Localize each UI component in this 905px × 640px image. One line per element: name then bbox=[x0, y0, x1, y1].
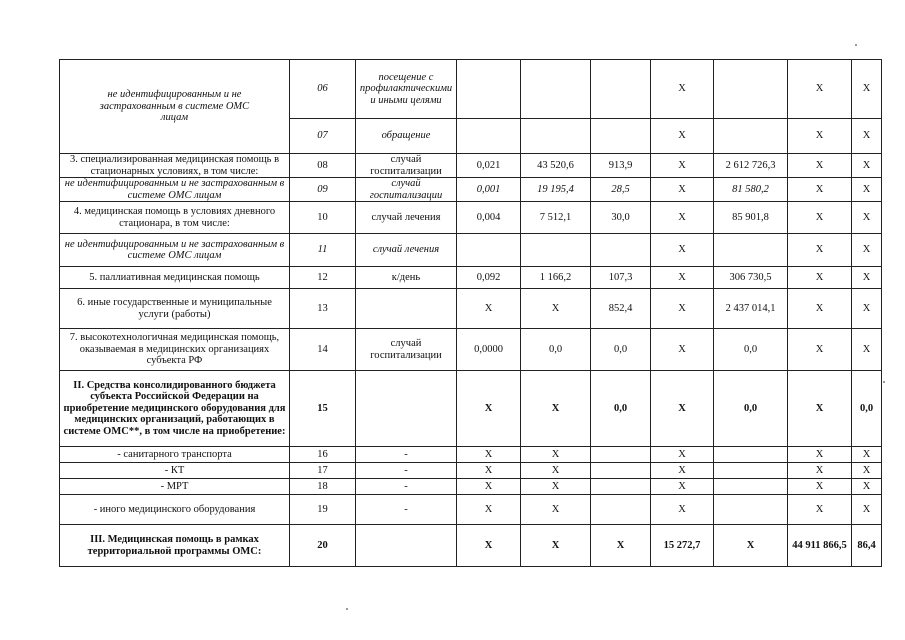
row-cell: 0,004 bbox=[457, 202, 521, 234]
row-cell: X bbox=[521, 463, 591, 479]
row-cell bbox=[714, 447, 788, 463]
row-code: 13 bbox=[290, 289, 356, 329]
row-cell: 15 272,7 bbox=[651, 525, 714, 567]
row-cell: X bbox=[852, 119, 882, 154]
table-row bbox=[60, 154, 882, 178]
row-cell: X bbox=[651, 495, 714, 525]
table-row bbox=[60, 495, 882, 525]
row-unit: - bbox=[356, 495, 457, 525]
row-cell: X bbox=[788, 119, 852, 154]
row-name: не идентифицированным и не застрахованным в системе ОМС лицам bbox=[60, 60, 290, 154]
table-row bbox=[60, 202, 882, 234]
table-row bbox=[60, 463, 882, 479]
row-cell: 0,021 bbox=[457, 154, 521, 178]
row-cell: 43 520,6 bbox=[521, 154, 591, 178]
row-name: - иного медицинского оборудования bbox=[60, 495, 290, 525]
row-cell: 19 195,4 bbox=[521, 178, 591, 202]
row-cell: 0,092 bbox=[457, 267, 521, 289]
row-cell: 1 166,2 bbox=[521, 267, 591, 289]
row-cell bbox=[521, 60, 591, 119]
row-cell: X bbox=[852, 463, 882, 479]
row-cell: X bbox=[457, 479, 521, 495]
row-cell bbox=[591, 119, 651, 154]
row-cell: 0,001 bbox=[457, 178, 521, 202]
row-code: 19 bbox=[290, 495, 356, 525]
row-cell: 7 512,1 bbox=[521, 202, 591, 234]
row-unit: случай лечения bbox=[356, 202, 457, 234]
row-cell: X bbox=[521, 447, 591, 463]
row-code: 18 bbox=[290, 479, 356, 495]
row-code: 17 bbox=[290, 463, 356, 479]
row-cell bbox=[714, 60, 788, 119]
row-cell bbox=[591, 463, 651, 479]
row-cell bbox=[714, 495, 788, 525]
row-cell bbox=[714, 119, 788, 154]
row-cell: X bbox=[852, 495, 882, 525]
row-code: 08 bbox=[290, 154, 356, 178]
row-cell: 2 437 014,1 bbox=[714, 289, 788, 329]
row-cell: X bbox=[651, 267, 714, 289]
row-name: 7. высокотехнологичная медицинская помощь, оказываемая в медицинских организациях субъекта РФ bbox=[60, 329, 290, 371]
table-row bbox=[60, 234, 882, 267]
row-code: 16 bbox=[290, 447, 356, 463]
row-cell: X bbox=[521, 495, 591, 525]
row-cell: X bbox=[788, 289, 852, 329]
row-cell: X bbox=[521, 525, 591, 567]
row-unit: - bbox=[356, 463, 457, 479]
row-cell: X bbox=[852, 234, 882, 267]
row-cell: X bbox=[651, 234, 714, 267]
row-cell: X bbox=[852, 202, 882, 234]
row-unit bbox=[356, 371, 457, 447]
row-cell: 306 730,5 bbox=[714, 267, 788, 289]
scan-speck bbox=[883, 381, 885, 383]
row-cell bbox=[591, 60, 651, 119]
row-cell bbox=[521, 234, 591, 267]
row-cell: 0,0000 bbox=[457, 329, 521, 371]
row-unit: случай госпитализации bbox=[356, 178, 457, 202]
row-cell bbox=[457, 60, 521, 119]
table-row bbox=[60, 371, 882, 447]
row-cell: X bbox=[788, 447, 852, 463]
row-cell: X bbox=[788, 463, 852, 479]
row-code: 12 bbox=[290, 267, 356, 289]
row-cell: X bbox=[651, 371, 714, 447]
row-code: 20 bbox=[290, 525, 356, 567]
row-name: - санитарного транспорта bbox=[60, 447, 290, 463]
row-cell bbox=[591, 234, 651, 267]
row-cell: X bbox=[852, 154, 882, 178]
scan-speck bbox=[855, 44, 857, 46]
row-cell: 81 580,2 bbox=[714, 178, 788, 202]
row-cell: X bbox=[788, 371, 852, 447]
row-cell bbox=[591, 447, 651, 463]
row-cell: X bbox=[788, 60, 852, 119]
row-cell: X bbox=[788, 234, 852, 267]
row-cell: X bbox=[651, 60, 714, 119]
row-cell: X bbox=[651, 178, 714, 202]
row-code: 10 bbox=[290, 202, 356, 234]
row-name: 3. специализированная медицинская помощь в стационарных условиях, в том числе: bbox=[60, 154, 290, 178]
row-cell: X bbox=[457, 447, 521, 463]
table-row bbox=[60, 447, 882, 463]
row-cell: X bbox=[852, 60, 882, 119]
row-unit: случай госпитализации bbox=[356, 154, 457, 178]
row-cell: X bbox=[651, 289, 714, 329]
row-cell: X bbox=[521, 289, 591, 329]
row-cell: X bbox=[788, 202, 852, 234]
table-row bbox=[60, 289, 882, 329]
row-cell: 85 901,8 bbox=[714, 202, 788, 234]
row-name: II. Средства консолидированного бюджета субъекта Российской Федерации на приобретение медицинского оборудования для медицинских организаций, работающих в системе ОМС**, в том числе на приобретение: bbox=[60, 371, 290, 447]
row-cell: 28,5 bbox=[591, 178, 651, 202]
row-cell: X bbox=[457, 371, 521, 447]
row-name: 6. иные государственные и муниципальные услуги (работы) bbox=[60, 289, 290, 329]
row-cell: 0,0 bbox=[591, 371, 651, 447]
row-cell: X bbox=[788, 495, 852, 525]
row-cell: X bbox=[852, 178, 882, 202]
row-cell bbox=[714, 234, 788, 267]
row-cell: 0,0 bbox=[714, 329, 788, 371]
row-name: не идентифицированным и не застрахованным в системе ОМС лицам bbox=[60, 178, 290, 202]
row-name: - КТ bbox=[60, 463, 290, 479]
row-cell bbox=[714, 479, 788, 495]
row-cell: X bbox=[788, 154, 852, 178]
financing-table bbox=[59, 59, 882, 567]
row-name: III. Медицинская помощь в рамках территориальной программы ОМС: bbox=[60, 525, 290, 567]
row-cell: X bbox=[651, 329, 714, 371]
row-code: 09 bbox=[290, 178, 356, 202]
row-code: 15 bbox=[290, 371, 356, 447]
row-cell: 0,0 bbox=[852, 371, 882, 447]
table-row bbox=[60, 329, 882, 371]
row-unit: к/день bbox=[356, 267, 457, 289]
row-cell: X bbox=[591, 525, 651, 567]
row-cell: X bbox=[521, 371, 591, 447]
row-cell: X bbox=[852, 289, 882, 329]
row-unit: случай лечения bbox=[356, 234, 457, 267]
row-cell: X bbox=[651, 154, 714, 178]
row-cell: X bbox=[457, 525, 521, 567]
row-cell: X bbox=[852, 447, 882, 463]
row-cell: X bbox=[457, 463, 521, 479]
row-cell: 852,4 bbox=[591, 289, 651, 329]
row-cell: 44 911 866,5 bbox=[788, 525, 852, 567]
row-cell: X bbox=[457, 289, 521, 329]
row-cell bbox=[521, 119, 591, 154]
row-cell: 86,4 bbox=[852, 525, 882, 567]
row-cell: 0,0 bbox=[521, 329, 591, 371]
row-cell: 913,9 bbox=[591, 154, 651, 178]
row-code: 07 bbox=[290, 119, 356, 154]
row-cell: 107,3 bbox=[591, 267, 651, 289]
row-cell: X bbox=[788, 329, 852, 371]
table-row bbox=[60, 267, 882, 289]
row-cell: X bbox=[788, 178, 852, 202]
row-cell bbox=[591, 479, 651, 495]
row-cell: X bbox=[788, 267, 852, 289]
row-cell: X bbox=[651, 119, 714, 154]
table-row bbox=[60, 60, 882, 119]
row-code: 11 bbox=[290, 234, 356, 267]
table-row bbox=[60, 178, 882, 202]
row-code: 06 bbox=[290, 60, 356, 119]
row-name: не идентифицированным и не застрахованным в системе ОМС лицам bbox=[60, 234, 290, 267]
row-unit bbox=[356, 525, 457, 567]
row-cell: 2 612 726,3 bbox=[714, 154, 788, 178]
row-cell: X bbox=[457, 495, 521, 525]
row-cell: X bbox=[852, 329, 882, 371]
row-unit: посещение с профилактическими и иными целями bbox=[356, 60, 457, 119]
row-unit: - bbox=[356, 479, 457, 495]
table-row bbox=[60, 479, 882, 495]
row-cell: X bbox=[651, 202, 714, 234]
row-cell bbox=[457, 234, 521, 267]
row-unit: случай госпитализации bbox=[356, 329, 457, 371]
row-code: 14 bbox=[290, 329, 356, 371]
row-cell: 0,0 bbox=[591, 329, 651, 371]
row-cell: X bbox=[714, 525, 788, 567]
row-cell: X bbox=[521, 479, 591, 495]
row-name: 5. паллиативная медицинская помощь bbox=[60, 267, 290, 289]
row-unit: - bbox=[356, 447, 457, 463]
row-cell: X bbox=[651, 463, 714, 479]
row-cell: 30,0 bbox=[591, 202, 651, 234]
row-cell bbox=[714, 463, 788, 479]
row-cell: X bbox=[852, 267, 882, 289]
scan-speck bbox=[346, 608, 348, 610]
row-cell: X bbox=[651, 447, 714, 463]
row-unit bbox=[356, 289, 457, 329]
row-cell bbox=[591, 495, 651, 525]
table-row bbox=[60, 525, 882, 567]
row-unit: обращение bbox=[356, 119, 457, 154]
row-cell: 0,0 bbox=[714, 371, 788, 447]
row-name: - МРТ bbox=[60, 479, 290, 495]
row-name: 4. медицинская помощь в условиях дневного стационара, в том числе: bbox=[60, 202, 290, 234]
row-cell: X bbox=[852, 479, 882, 495]
row-cell: X bbox=[788, 479, 852, 495]
row-cell bbox=[457, 119, 521, 154]
row-cell: X bbox=[651, 479, 714, 495]
